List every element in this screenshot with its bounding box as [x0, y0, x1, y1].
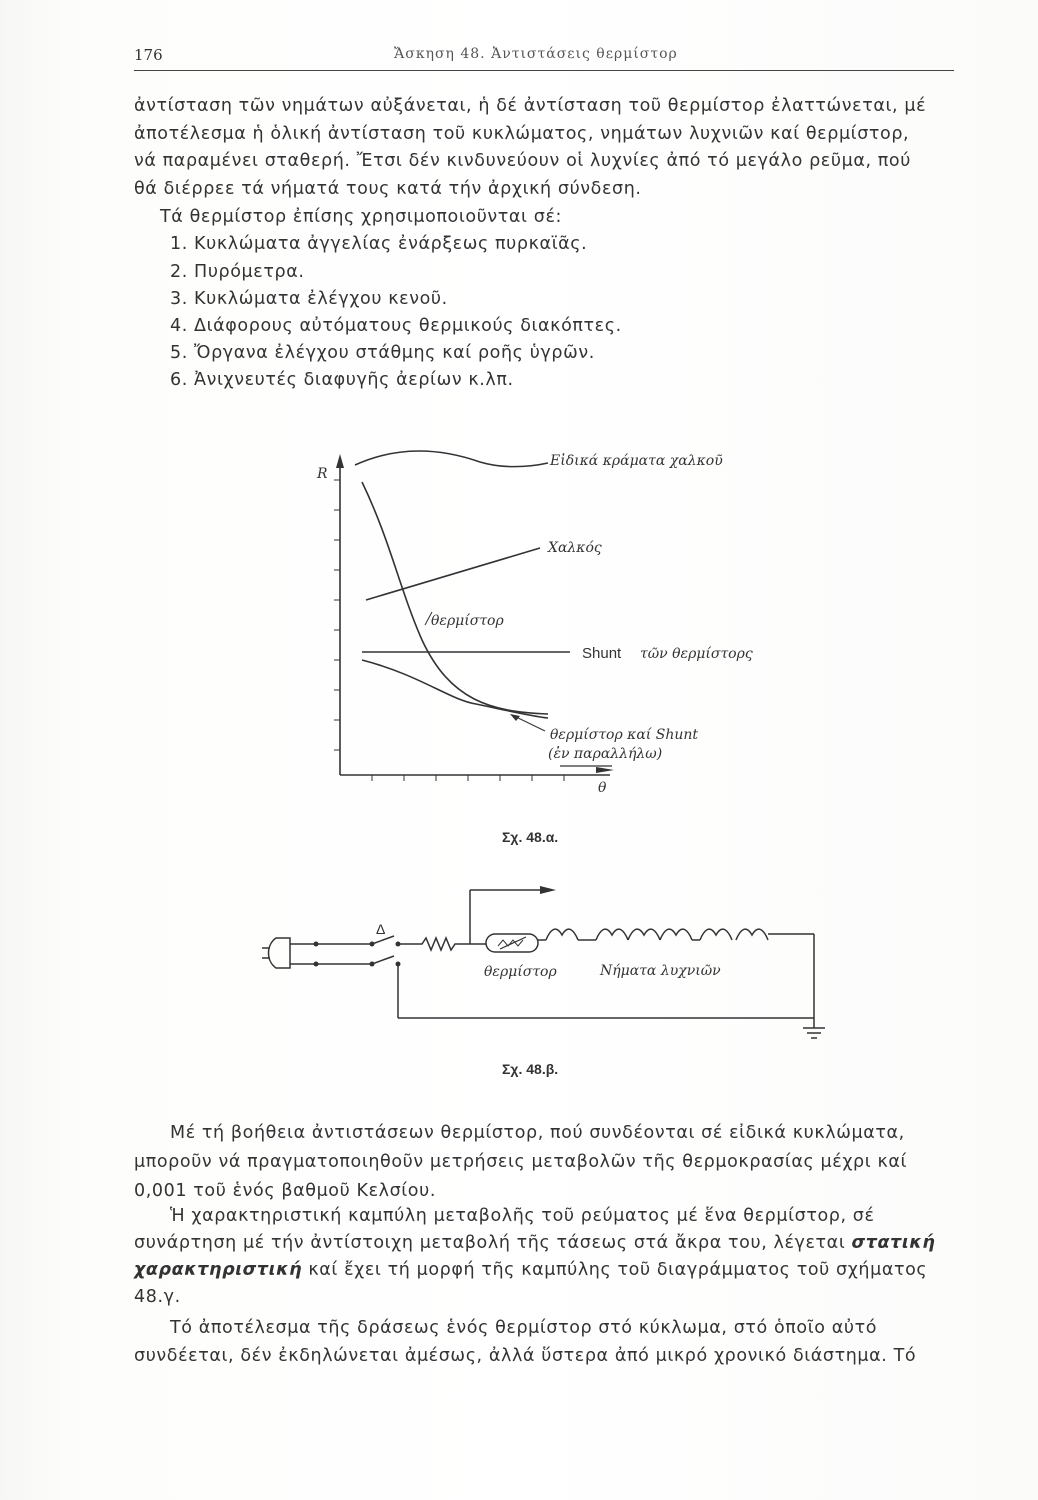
uses-list-item: 4. Διάφορους αὐτόματους θερμικούς διακόπτες. [170, 316, 622, 336]
switch-label: Δ [376, 921, 386, 937]
page-number: 176 [134, 46, 163, 64]
parallel-label-line1: θερμίστορ καί Shunt [550, 727, 699, 743]
thermistor-label: θερμίστορ [431, 613, 504, 629]
paragraph-text: συνάρτηση μέ τήν ἀντίστοιχη μεταβολή τῆς τάσεως στά ἄκρα του, λέγεται [134, 1233, 852, 1253]
paragraph-line: συνδέεται, δέν ἐκδηλώνεται ἀμέσως, ἀλλά ὕστερα ἀπό μικρό χρονικό διάστημα. Τό [134, 1346, 917, 1366]
paragraph-line: Μέ τή βοήθεια ἀντιστάσεων θερμίστορ, πού συνδέονται σέ εἰδικά κυκλώματα, [170, 1123, 905, 1143]
y-axis-ticks [334, 480, 340, 750]
alloy-label: Εἰδικά κράματα χαλκοῦ [550, 453, 723, 469]
filaments-label: Νήματα λυχνιῶν [600, 963, 721, 979]
circuit-thermistor-label: θερμίστορ [484, 964, 557, 980]
running-title: Ἄσκηση 48. Ἀντιστάσεις θερμίστορ [394, 46, 678, 62]
paragraph-line: μποροῦν νά πραγματοποιηθοῦν μετρήσεις μεταβολῶν τῆς θερμοκρασίας μέχρι καί [134, 1152, 908, 1172]
lamp-filament-icon [736, 929, 768, 940]
intro-line: θά διέρρεε τά νήματά τους κατά τήν ἀρχική σύνδεση. [134, 179, 642, 199]
lamp-filament-icon [660, 929, 692, 940]
paragraph-line: 0,001 τοῦ ἑνός βαθμοῦ Κελσίου. [134, 1181, 437, 1201]
shunt-label: Shunt [582, 645, 622, 662]
uses-list-item: 6. Ἀνιχνευτές διαφυγῆς ἀερίων κ.λπ. [170, 370, 514, 390]
switch-blade [372, 936, 394, 944]
parallel-curve [362, 660, 548, 718]
lamp-filament-icon [596, 929, 628, 940]
y-axis-label: R [317, 466, 328, 482]
paragraph-line: 48.γ. [134, 1287, 181, 1307]
parallel-label-line2: (ἐν παραλλήλω) [548, 746, 663, 762]
uses-list-item: 3. Κυκλώματα ἐλέγχου κενοῦ. [170, 289, 448, 309]
x-axis-label: θ [598, 780, 607, 796]
emphasis-text: στατική [851, 1233, 936, 1253]
uses-list-item: 2. Πυρόμετρα. [170, 262, 305, 282]
lamp-filament-icon [628, 929, 660, 940]
lamp-filament-icon [546, 929, 578, 940]
paragraph-line: Ἡ χαρακτηριστική καμπύλη μεταβολῆς τοῦ ρεύματος μέ ἕνα θερμίστορ, σέ [170, 1206, 875, 1226]
uses-list-item: 1. Κυκλώματα ἀγγελίας ἐνάρξεως πυρκαϊᾶς. [170, 234, 588, 254]
thermistor-curve [362, 482, 548, 714]
uses-list-item: 5. Ὄργανα ἐλέγχου στάθμης καί ροῆς ὑγρῶν. [170, 343, 595, 363]
y-axis-arrow-icon [336, 454, 344, 468]
paragraph-text: καί ἔχει τή μορφή τῆς καμπύλης τοῦ διαγράμματος τοῦ σχήματος [302, 1260, 928, 1280]
switch-blade [372, 956, 394, 964]
x-axis-ticks [372, 775, 564, 781]
pointer-arrow-icon [510, 714, 520, 721]
emphasis-text: χαρακτηριστική [134, 1260, 303, 1280]
intro-line: νά παραμένει σταθερή. Ἔτσι δέν κινδυνεύουν οἱ λυχνίες ἀπό τό μεγάλο ρεῦμα, πού [134, 151, 911, 171]
uses-heading: Τά θερμίστορ ἐπίσης χρησιμοποιοῦνται σέ: [160, 207, 562, 227]
terminal-dots [314, 942, 401, 967]
figure-b-circuit [262, 886, 825, 1038]
paragraph-line [134, 1260, 927, 1280]
copper-label: Χαλκός [548, 540, 602, 556]
branch-arrow-icon [540, 886, 556, 894]
x-axis-arrow-icon [596, 767, 614, 773]
alloy-curve [355, 451, 548, 467]
plug-icon [269, 938, 291, 968]
intro-line: ἀντίσταση τῶν νημάτων αὐξάνεται, ἡ δέ ἀντίσταση τοῦ θερμίστορ ἐλαττώνεται, μέ [134, 96, 927, 116]
lamp-filament-icon [700, 929, 732, 940]
figure-b-caption: Σχ. 48.β. [502, 1061, 559, 1077]
shunt-suffix-label: τῶν θερμίστορς [640, 646, 753, 662]
paragraph-line: Τό ἀποτέλεσμα τῆς δράσεως ἑνός θερμίστορ στό κύκλωμα, στό ὁποῖο αὐτό [170, 1318, 878, 1338]
intro-line: ἀποτέλεσμα ἡ ὁλική ἀντίσταση τοῦ κυκλώματος, νημάτων λυχνιῶν καί θερμίστορ, [134, 124, 910, 144]
figure-a-caption: Σχ. 48.α. [502, 829, 559, 845]
paragraph-line [134, 1233, 935, 1253]
resistor-symbol [398, 938, 470, 950]
